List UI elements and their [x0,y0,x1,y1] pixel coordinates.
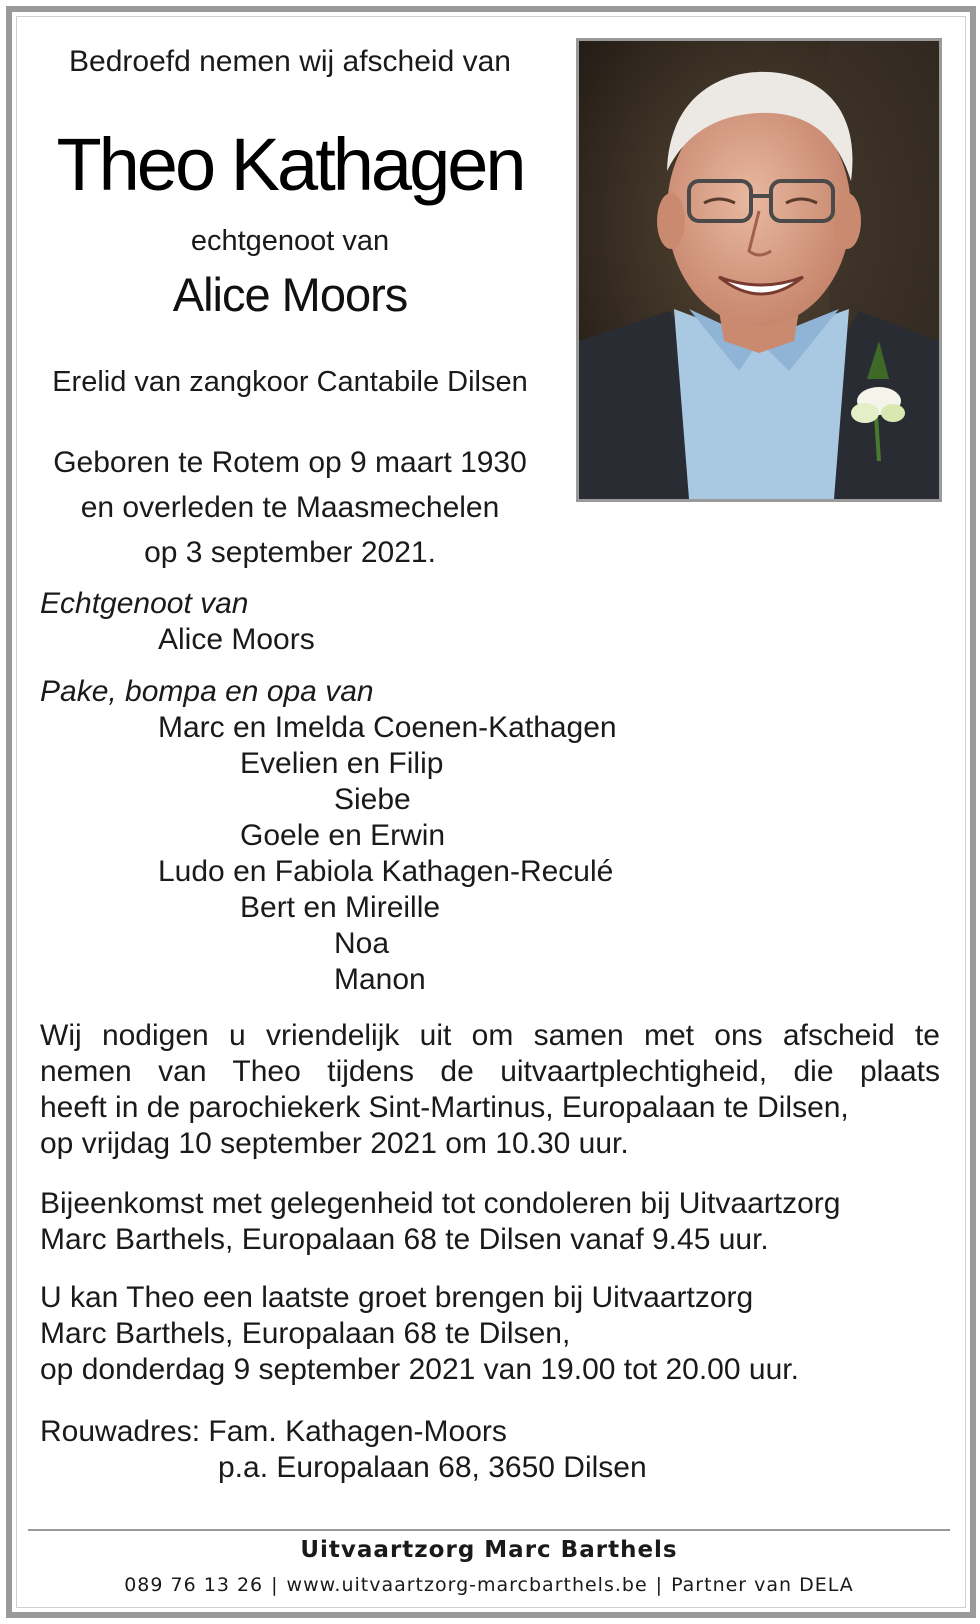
website-link[interactable]: www.uitvaartzorg-marcbarthels.be [286,1574,648,1596]
phone-number: 089 76 13 26 [124,1574,264,1596]
ceremony-line: heeft in de parochiekerk Sint-Martinus, Europalaan te Dilsen, [40,1091,849,1124]
footer-contact [28,1572,950,1598]
ceremony-line: nemen van Theo tijdens de uitvaartplechtigheid, die plaats [40,1055,940,1088]
deceased-name: Theo Kathagen [56,123,524,206]
birth-line: Geboren te Rotem op 9 maart 1930 [53,446,527,479]
spouse-label: echtgenoot van [190,225,390,257]
portrait-illustration [579,41,939,499]
address-line-1: Rouwadres: Fam. Kathagen-Moors [40,1415,507,1448]
farewell-paragraph [40,1280,940,1388]
spouse-name: Alice Moors [172,268,408,321]
partner-text: Partner van DELA [671,1574,854,1596]
family-member: Evelien en Filip [240,747,444,780]
family-member: Manon [334,963,426,996]
grandchildren-heading: Pake, bompa en opa van [40,675,374,708]
farewell-line: Marc Barthels, Europalaan 68 te Dilsen, [40,1317,571,1350]
separator: | [655,1574,664,1596]
condolence-paragraph [40,1186,940,1258]
family-member: Ludo en Fabiola Kathagen-Reculé [158,855,614,888]
farewell-line: U kan Theo een laatste groet brengen bij Uitvaartzorg [40,1281,754,1314]
family-member: Bert en Mireille [240,891,441,924]
footer-divider [28,1529,950,1531]
condolence-line: Marc Barthels, Europalaan 68 te Dilsen vanaf 9.45 uur. [40,1223,769,1256]
farewell-line: op donderdag 9 september 2021 van 19.00 tot 20.00 uur. [40,1353,799,1386]
life-dates [40,440,540,575]
address-line-2: p.a. Europalaan 68, 3650 Dilsen [218,1451,647,1484]
family-member: Marc en Imelda Coenen-Kathagen [158,711,617,744]
separator: | [271,1574,279,1596]
ceremony-line: Wij nodigen u vriendelijk uit om samen met ons afscheid te [40,1019,940,1052]
portrait-photo [576,38,942,502]
family-member: Siebe [334,783,411,816]
intro-text: Bedroefd nemen wij afscheid van [69,45,511,78]
honor-text: Erelid van zangkoor Cantabile Dilsen [52,366,528,398]
ceremony-paragraph [40,1018,940,1162]
family-member: Goele en Erwin [240,819,446,852]
ceremony-line: op vrijdag 10 september 2021 om 10.30 uur. [40,1127,629,1160]
condolence-line: Bijeenkomst met gelegenheid tot condoleren bij Uitvaartzorg [40,1187,841,1220]
family-member: Noa [334,927,390,960]
funeral-home-name: Uitvaartzorg Marc Barthels [300,1537,678,1563]
family-spouse: Alice Moors [158,623,315,656]
death-date: op 3 september 2021. [144,536,436,569]
death-line: en overleden te Maasmechelen [80,491,500,524]
spouse-heading: Echtgenoot van [40,587,249,620]
